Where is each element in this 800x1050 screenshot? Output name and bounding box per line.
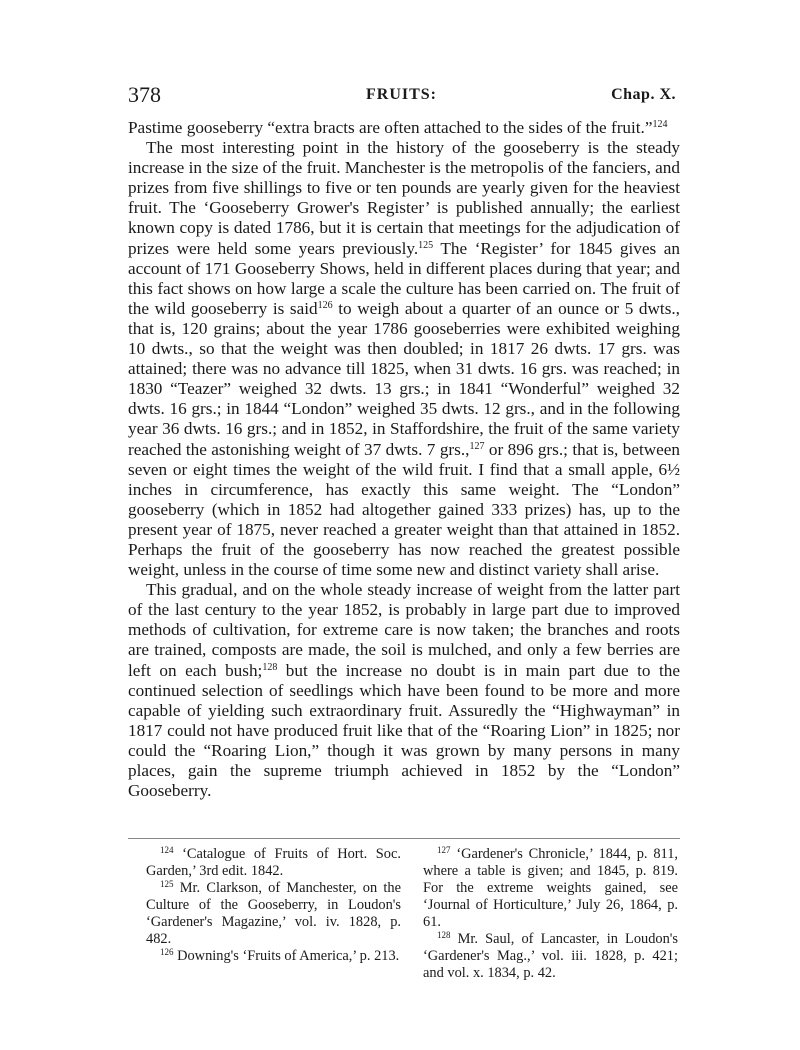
paragraph (128, 138, 680, 580)
footnotes-right-column (423, 846, 678, 982)
footnote-number: 124 (160, 845, 174, 855)
text-run: Pastime gooseberry “extra bracts are often attached to the sides of the fruit.” (128, 118, 653, 137)
footnote-ref: 127 (469, 440, 485, 452)
footnote-text: ‘Catalogue of Fruits of Hort. Soc. Garden,’ 3rd edit. 1842. (146, 846, 401, 879)
footnote-number: 127 (437, 845, 451, 855)
page-header (128, 82, 676, 112)
footnote-ref: 125 (418, 239, 434, 251)
footnote-text: Downing's ‘Fruits of America,’ p. 213. (173, 948, 400, 964)
footnotes-left-column (146, 846, 401, 982)
text-run: to weigh about a quarter of an ounce or 5 dwts., that is, 120 grains; about the year 1786 gooseberries were exhibited weighing 10 dwts., so that the weight was then doubled; in 1817 26 dwts. 17 grs. was attained; there was no advance till 1825, when 31 dwts. 16 grs. was reached; in 1830 “Teazer” weighed 32 dwts. 13 grs.; in 1841 “Wonderful” weighed 32 dwts. 16 grs.; in 1844 “London” weighed 35 dwts. 12 grs., and in the following year 36 dwts. 16 grs.; and in 1852, in Staffordshire, the fruit of the same variety reached the astonishing weight of 37 dwts. 7 grs., (128, 298, 680, 459)
text-run: but the increase no doubt is in main part due to the continued selection of seedlings which have been found to be more and more capable of yielding such extraordinary fruit. Assuredly the “Highwayman” in 1817 could not have produced fruit like that of the “Roaring Lion” in 1825; nor could the “Roaring Lion,” though it was grown by many persons in many places, gain the supreme triumph achieved in 1852 by the “London” Gooseberry. (128, 660, 680, 801)
text-run: This gradual, and on the whole steady increase of weight from the latter part of the last century to the year 1852, is probably in large part due to improved methods of cultivation, for extreme care is now taken; the branches and roots are trained, composts are made, the soil is mulched, and only a few berries are left on each bush; (128, 580, 680, 680)
footnote-text: Mr. Clarkson, of Manchester, on the Culture of the Gooseberry, in Loudon's ‘Gardener's Magazine,’ vol. iv. 1828, p. 482. (146, 880, 401, 947)
footnote (146, 948, 401, 965)
text-run: The ‘Register’ for 1845 gives an account of 171 Gooseberry Shows, held in different places during that year; and this fact shows on how large a scale the culture has been carried on. The fruit of the wild gooseberry is said (128, 238, 680, 318)
main-text (128, 118, 680, 801)
footnote (146, 846, 401, 880)
page-number: 378 (128, 82, 161, 107)
footnote (423, 846, 678, 931)
chapter-label: Chap. X. (611, 86, 676, 103)
footnote-text: Mr. Saul, of Lancaster, in Loudon's ‘Gardener's Mag.,’ vol. iii. 1828, p. 421; and vol. x. 1834, p. 42. (423, 931, 678, 981)
footnote-divider (128, 838, 680, 839)
text-run: or 896 grs.; that is, between seven or eight times the weight of the wild fruit. I find that a small apple, 6½ inches in circumference, has exactly this same weight. The “London” gooseberry (which in 1852 had altogether gained 333 prizes) has, up to the present year of 1875, never reached a greater weight than that attained in 1852. Perhaps the fruit of the gooseberry has now reached the greatest possible weight, unless in the course of time some new and distinct variety shall arise. (128, 439, 681, 580)
paragraph (128, 580, 680, 801)
footnote-ref: 124 (652, 119, 668, 130)
footnote-number: 125 (160, 879, 174, 889)
footnote-ref: 126 (317, 299, 333, 311)
footnote (146, 880, 401, 948)
footnote-number: 126 (160, 947, 174, 957)
footnote-text: ‘Gardener's Chronicle,’ 1844, p. 811, where a table is given; and 1845, p. 819. For the extreme weights gained, see ‘Journal of Horticulture,’ July 26, 1864, p. 61. (423, 846, 678, 930)
footnote-ref: 128 (262, 661, 278, 673)
footnote-number: 128 (437, 930, 451, 940)
footnotes (146, 846, 678, 982)
paragraph (128, 118, 680, 138)
footnote (423, 931, 678, 982)
running-title: FRUITS: (366, 86, 438, 103)
text-run: The most interesting point in the history of the gooseberry is the steady increase in the size of the fruit. Manchester is the metropolis of the fanciers, and prizes from five shillings to five or ten pounds are yearly given for the heaviest fruit. The ‘Gooseberry Grower's Register’ is published annually; the earliest known copy is dated 1786, but it is certain that meetings for the adjudication of prizes were held some years previously. (128, 138, 680, 258)
